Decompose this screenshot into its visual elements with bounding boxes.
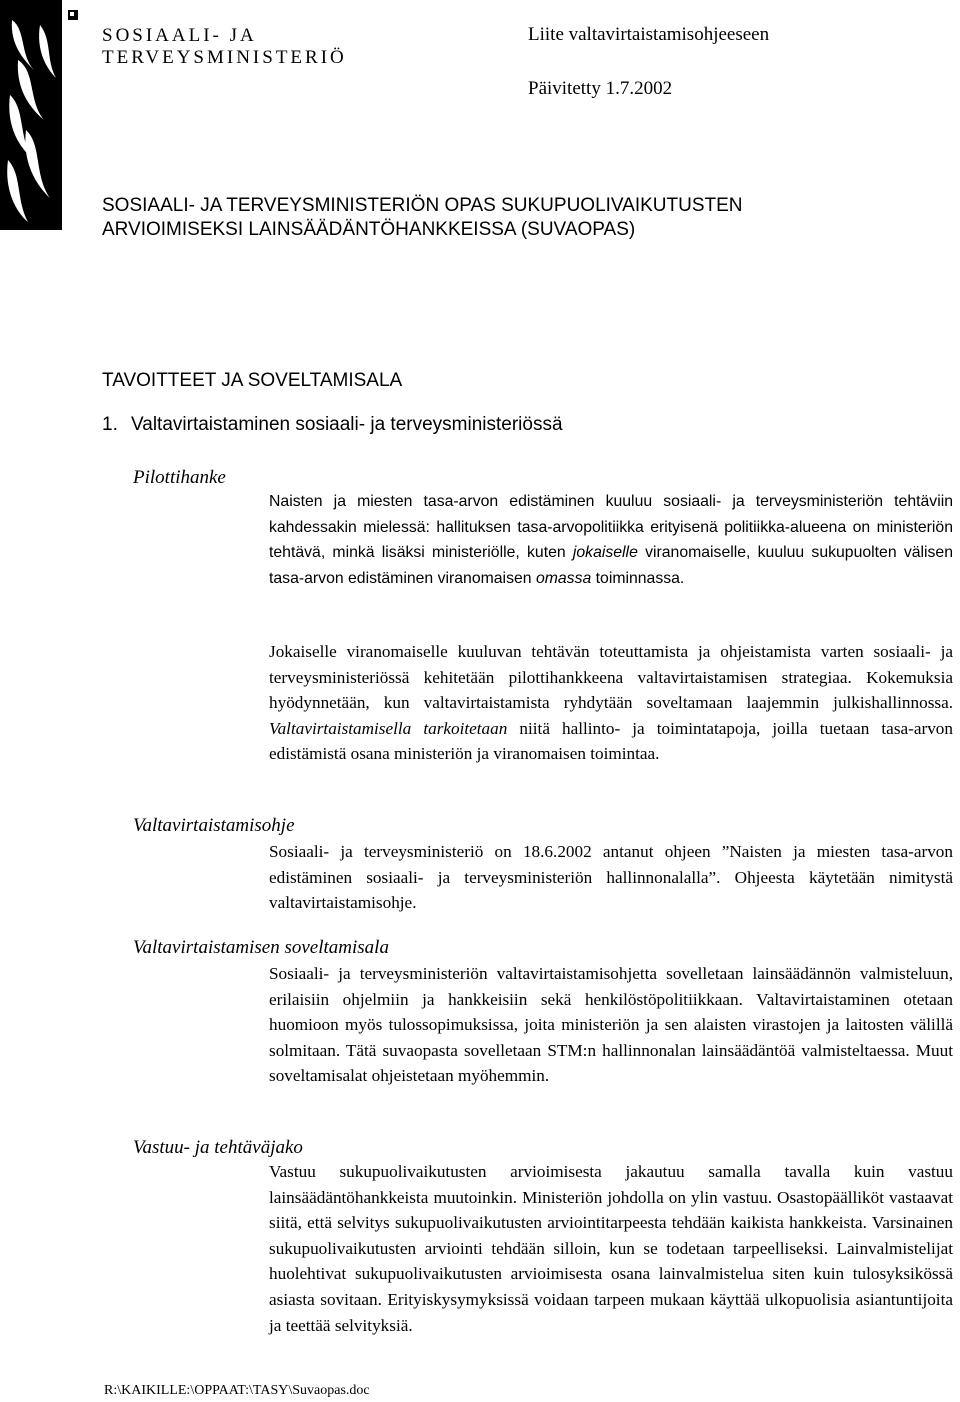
sidenote-application: Valtavirtaistamisen soveltamisala xyxy=(133,937,389,958)
sidenote-pilot: Pilottihanke xyxy=(133,467,226,488)
emphasis-omassa: omassa xyxy=(535,569,592,587)
document-title-line2: ARVIOIMISEKSI LAINSÄÄDÄNTÖHANKKEISSA (SUVAOPAS) xyxy=(102,219,636,240)
paragraph-guideline: Sosiaali- ja terveysministeriö on 18.6.2002 antanut ohjeen ”Naisten ja miesten tasa-arvon edistäminen sosiaali- ja terveysministeriön hallinnonalalla”. Ohjeesta käytetään nimitystä valtavirtaistamisohje. xyxy=(269,842,953,913)
document-title xyxy=(102,194,743,242)
paragraph-pilot-2: Jokaiselle viranomaiselle kuuluvan tehtävän toteuttamista ja ohjeistamista varten sosiaali- ja terveysministeriössä kehitetään pilottihankkeena valtavirtaistamisen strategiaa. Kokemuksia hyödynnetään, kun valtavirtaistamista ryhdytään soveltamaan laajemmin julkishallinnossa. Valtavirtaistamisella tarkoitetaan niitä hallinto- ja toimintatapoja, joilla tuetaan tasa-arvon edistämistä osana ministeriön ja viranomaisen toimintaa. xyxy=(269,642,953,764)
emphasis-jokaiselle: jokaiselle xyxy=(572,544,638,562)
organization-name-line1: SOSIAALI- JA xyxy=(102,25,257,46)
subsection-number: 1. xyxy=(102,414,118,435)
paragraph-responsibility: Vastuu sukupuolivaikutusten arvioimisesta jakautuu samalla tavalla kuin vastuu lainsäädäntöhankkeista muutoinkin. Ministeriön johdolla on ylin vastuu. Osastopäälliköt vastaavat siitä, että selvitys sukupuolivaikutusten arviointitarpeesta tehdään kaikista hankkeista. Varsinainen sukupuolivaikutusten arviointi tehdään silloin, kun se todetaan tarpeelliseksi. Lainvalmistelijat huolehtivat sukupuolivaikutusten arvioimisesta osana lainvalmistelua siten kuin tulosyksikössä asiasta sovitaan. Erityiskysymyksissä voidaan tarpeen mukaan käyttää ulkopuolisia asiantuntijoita ja teettää selvityksiä. xyxy=(269,1162,953,1335)
ministry-logo xyxy=(0,0,80,230)
section-heading: TAVOITTEET JA SOVELTAMISALA xyxy=(102,370,403,391)
sidenote-responsibility: Vastuu- ja tehtäväjako xyxy=(133,1137,303,1158)
subsection-title: Valtavirtaistaminen sosiaali- ja terveysministeriössä xyxy=(131,414,563,435)
document-title-line1: SOSIAALI- JA TERVEYSMINISTERIÖN OPAS SUKUPUOLIVAIKUTUSTEN xyxy=(102,195,743,216)
sidenote-guideline: Valtavirtaistamisohje xyxy=(133,815,295,836)
updated-date: Päivitetty 1.7.2002 xyxy=(528,78,673,99)
organization-name-line2: TERVEYSMINISTERIÖ xyxy=(102,47,347,68)
file-path-footer: R:\KAIKILLE:\OPPAAT:\TASY\Suvaopas.doc xyxy=(104,1383,370,1398)
emphasis-definition: Valtavirtaistamisella tarkoitetaan xyxy=(269,718,508,738)
organization-name xyxy=(102,25,347,69)
paragraph-pilot-1: Naisten ja miesten tasa-arvon edistäminen kuuluu sosiaali- ja terveysministeriön tehtäviin kahdessakin mielessä: hallituksen tasa-arvopolitiikka erityisenä politiikka-alueena on ministeriön tehtävä, minkä lisäksi ministeriölle, kuten jokaiselle viranomaiselle, kuuluu sukupuolten välisen tasa-arvon edistäminen viranomaisen omassa toiminnassa. xyxy=(269,493,953,587)
attachment-label: Liite valtavirtaistamisohjeeseen xyxy=(528,24,770,45)
paragraph-application: Sosiaali- ja terveysministeriön valtavirtaistamisohjetta sovelletaan lainsäädännön valmisteluun, erilaisiin ohjelmiin ja hankkeisiin sekä henkilöstöpolitiikkaan. Valtavirtaistaminen otetaan huomioon myös tulossopimuksissa, joita ministeriön ja sen alaisten virastojen ja laitosten välillä solmitaan. Tätä suvaopasta sovelletaan STM:n hallinnonalan lainsäädäntöä valmisteltaessa. Muut soveltamisalat ohjeistetaan myöhemmin. xyxy=(269,964,953,1086)
